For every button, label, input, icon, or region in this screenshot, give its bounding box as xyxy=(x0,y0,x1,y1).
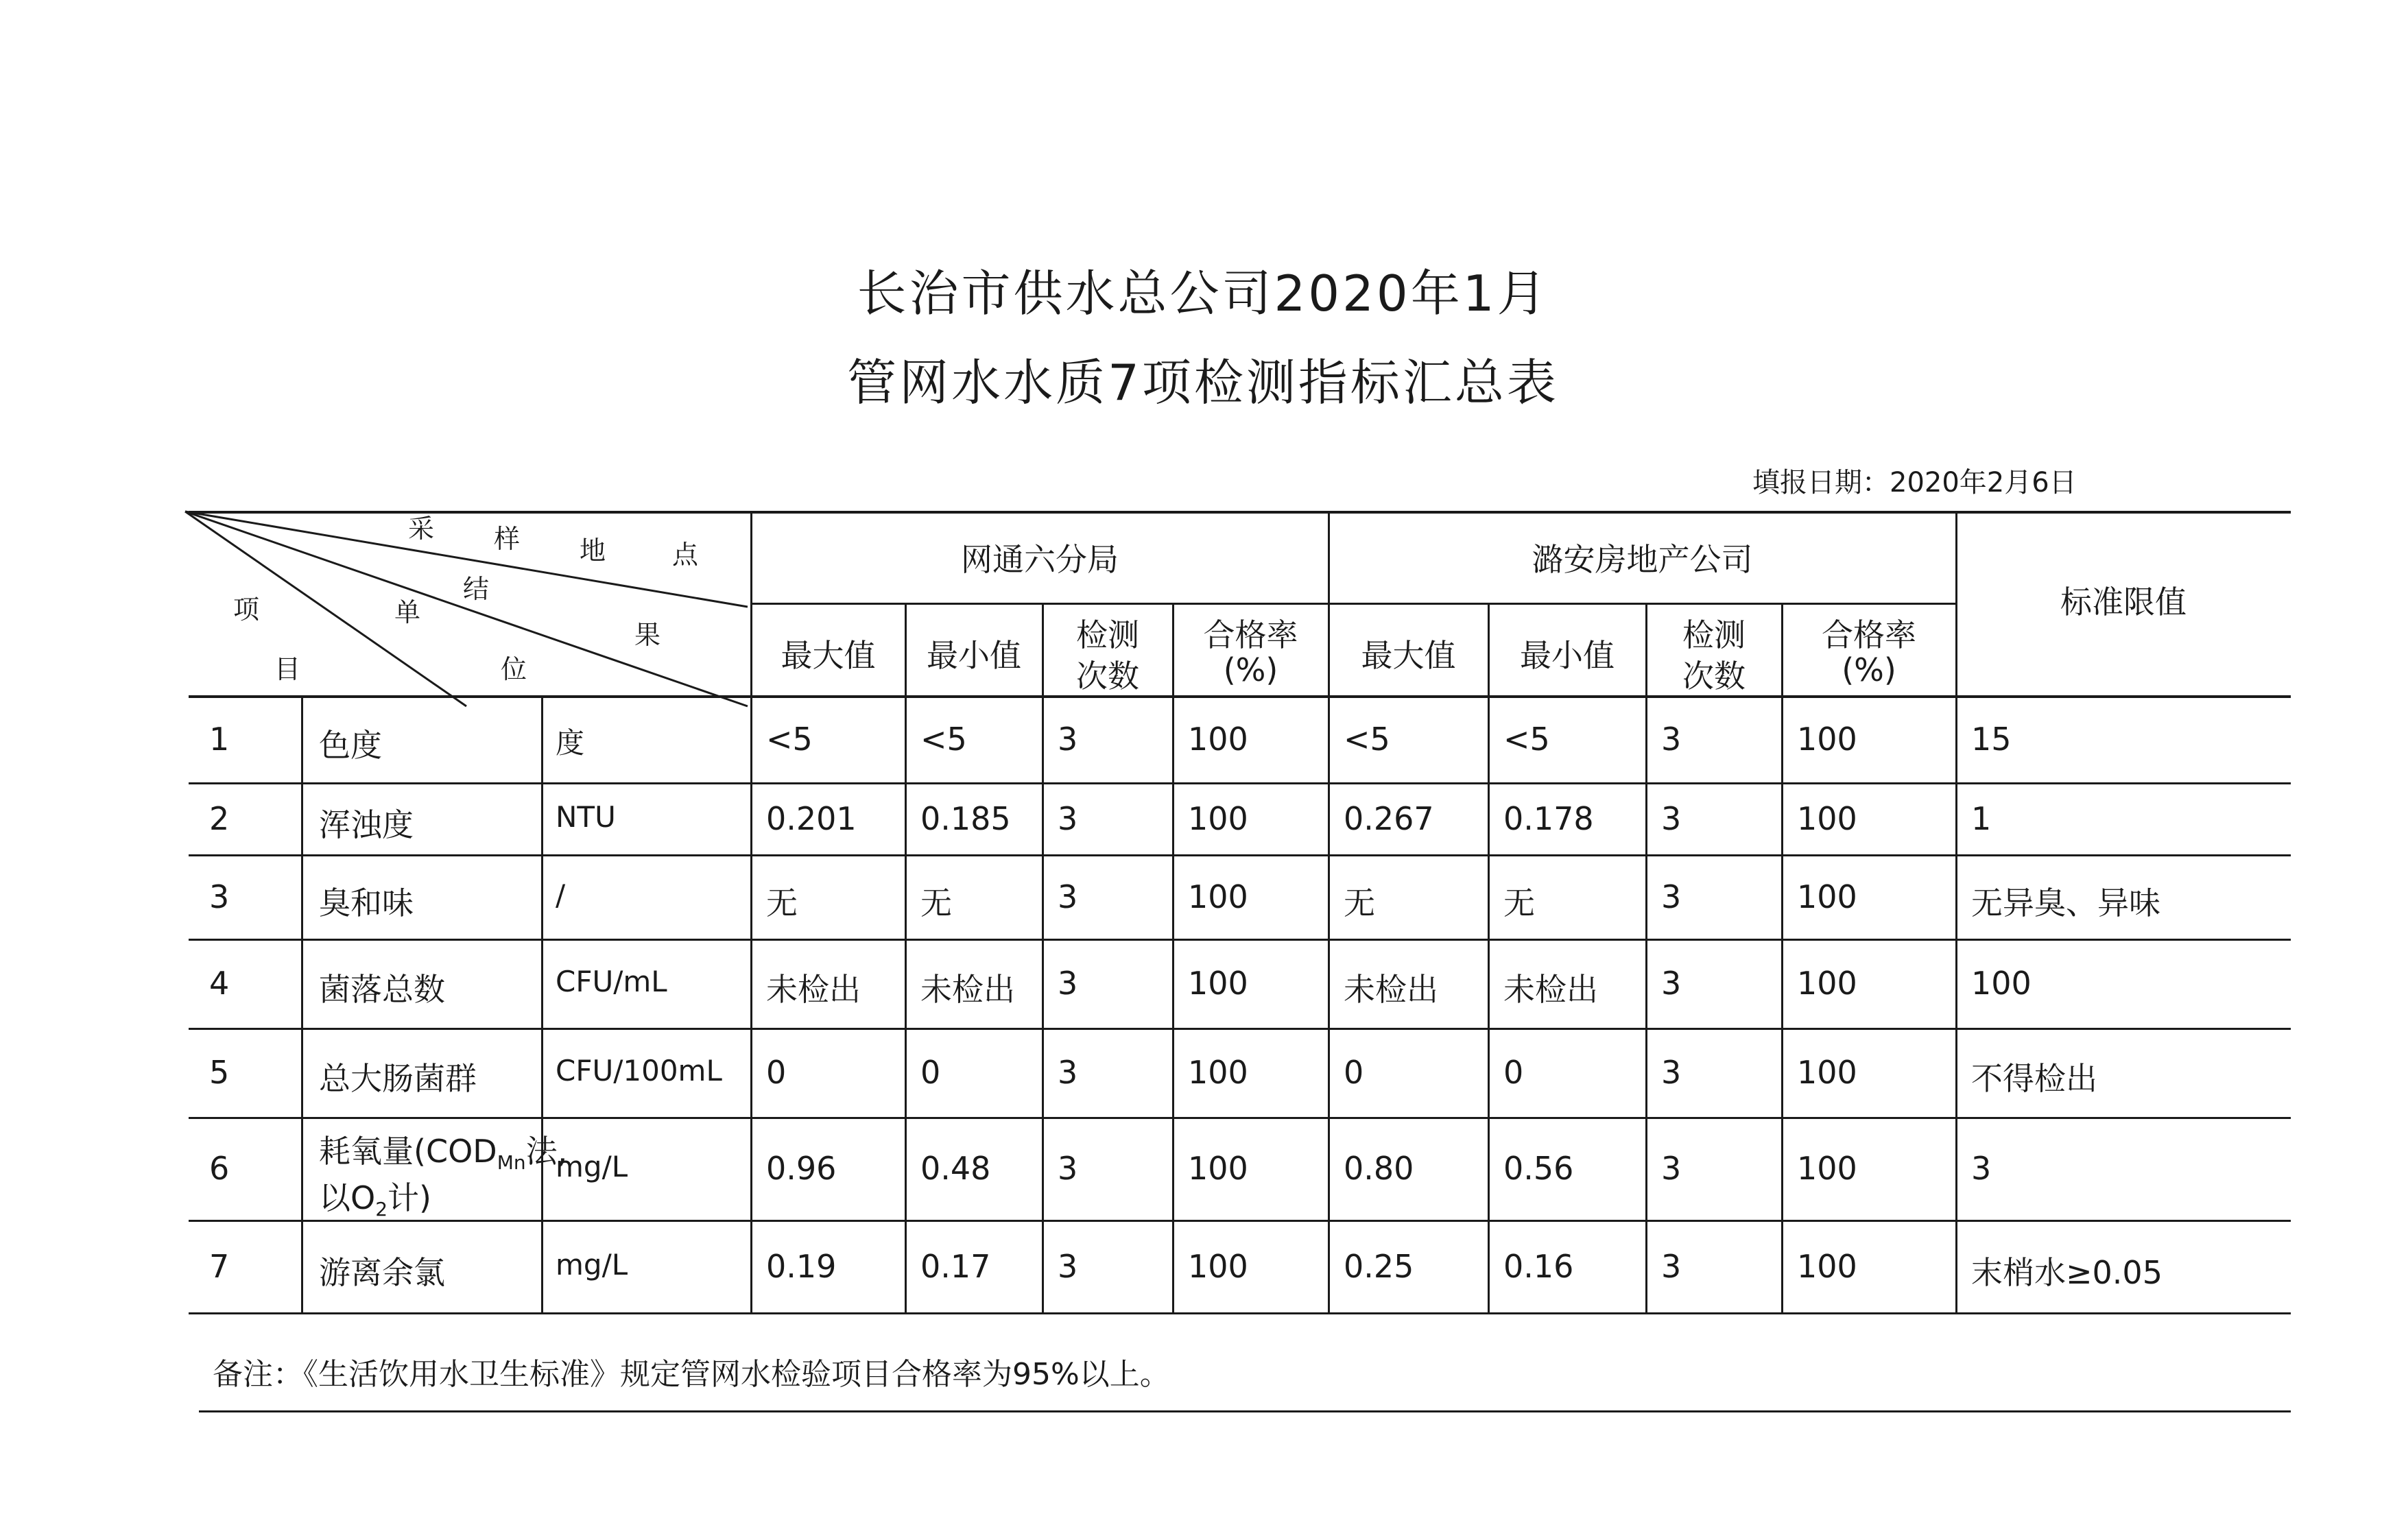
row-unit: 度 xyxy=(556,726,585,760)
site2-value: 未检出 xyxy=(1344,971,1438,1008)
row-number: 2 xyxy=(209,800,230,837)
corner-label-unit: 位 xyxy=(501,654,527,684)
site1-value: 0 xyxy=(920,1054,941,1091)
col-header-pass-rate: 合格率 xyxy=(1203,616,1298,653)
row-unit: / xyxy=(556,878,566,912)
row-item: 游离余氯 xyxy=(319,1254,445,1291)
row-number: 4 xyxy=(209,965,230,1002)
row-unit: NTU xyxy=(556,800,616,834)
col-header-count: 次数 xyxy=(1682,658,1746,695)
site1-value: 未检出 xyxy=(766,971,861,1008)
row-number: 1 xyxy=(209,721,230,758)
row-item: 浑浊度 xyxy=(319,806,414,843)
site1-value: 0 xyxy=(766,1054,787,1091)
row-item: 菌落总数 xyxy=(319,971,445,1008)
site1-value: 3 xyxy=(1058,1248,1078,1285)
site2-value: 未检出 xyxy=(1503,971,1598,1008)
site1-value: 0.96 xyxy=(766,1150,837,1187)
site2-value: 100 xyxy=(1797,800,1857,837)
row-item-text: 计) xyxy=(388,1179,431,1216)
col-header-pass-rate: (%) xyxy=(1842,651,1896,688)
corner-label-item: 项 xyxy=(233,594,260,625)
site2-value: <5 xyxy=(1503,721,1550,758)
site1-value: 100 xyxy=(1188,800,1248,837)
standard-limit: 100 xyxy=(1971,965,2032,1002)
site1-value: 无 xyxy=(766,885,798,922)
standard-limit: 15 xyxy=(1971,721,2012,758)
site2-value: 100 xyxy=(1797,1248,1857,1285)
col-header-min: 最小值 xyxy=(1520,637,1615,674)
corner-label-unit: 单 xyxy=(394,597,421,627)
site1-value: 无 xyxy=(920,885,952,922)
row-number: 3 xyxy=(209,878,230,915)
row-unit: CFU/100mL xyxy=(556,1054,722,1087)
site1-value: 3 xyxy=(1058,721,1078,758)
standard-limit: 不得检出 xyxy=(1971,1060,2097,1097)
site2-value: 0 xyxy=(1344,1054,1364,1091)
standard-limit: 无异臭、异味 xyxy=(1971,885,2160,922)
site2-value: 无 xyxy=(1503,885,1535,922)
row-item-subscript: 2 xyxy=(375,1198,388,1221)
site1-value: 3 xyxy=(1058,878,1078,915)
site2-value: 100 xyxy=(1797,1054,1857,1091)
site2-value: 100 xyxy=(1797,878,1857,915)
row-item xyxy=(319,1173,431,1220)
row-unit: mg/L xyxy=(556,1150,628,1183)
site1-value: 未检出 xyxy=(920,971,1015,1008)
site1-value: 0.19 xyxy=(766,1248,837,1285)
corner-label-result: 结 xyxy=(463,574,490,604)
col-header-min: 最小值 xyxy=(927,637,1021,674)
site1-value: 100 xyxy=(1188,1054,1248,1091)
site2-value: 100 xyxy=(1797,965,1857,1002)
site2-value: 0.267 xyxy=(1344,800,1434,837)
corner-label-item: 目 xyxy=(274,654,301,684)
col-header-count: 检测 xyxy=(1076,616,1139,653)
site2-value: <5 xyxy=(1344,721,1390,758)
col-header-count: 检测 xyxy=(1682,616,1746,653)
site1-value: 0.48 xyxy=(920,1150,991,1187)
site2-value: 3 xyxy=(1661,800,1682,837)
site2-value: 0.80 xyxy=(1344,1150,1414,1187)
row-number: 5 xyxy=(209,1054,230,1091)
site1-value: 0.17 xyxy=(920,1248,991,1285)
row-unit: CFU/mL xyxy=(556,965,667,998)
row-number: 6 xyxy=(209,1150,230,1187)
standard-limit: 1 xyxy=(1971,800,1992,837)
row-item: 色度 xyxy=(319,727,382,764)
site1-value: 3 xyxy=(1058,965,1078,1002)
corner-label-result: 果 xyxy=(634,620,661,650)
corner-label-sampling-point: 地 xyxy=(580,536,606,566)
site-header-2: 潞安房地产公司 xyxy=(1532,541,1753,578)
site1-value: 0.185 xyxy=(920,800,1011,837)
standard-limit: 末梢水≥0.05 xyxy=(1971,1254,2163,1291)
site1-value: <5 xyxy=(766,721,813,758)
site2-value: 3 xyxy=(1661,965,1682,1002)
site2-value: 3 xyxy=(1661,1248,1682,1285)
corner-label-sampling-point: 样 xyxy=(494,524,521,554)
site1-value: 100 xyxy=(1188,965,1248,1002)
site2-value: 0.178 xyxy=(1503,800,1594,837)
row-unit: mg/L xyxy=(556,1248,628,1282)
site2-value: 3 xyxy=(1661,1054,1682,1091)
row-item-text: 法, xyxy=(525,1133,568,1170)
site2-value: 3 xyxy=(1661,1150,1682,1187)
site1-value: 3 xyxy=(1058,800,1078,837)
row-number: 7 xyxy=(209,1248,230,1285)
site-header-1: 网通六分局 xyxy=(961,541,1119,578)
standard-limit: 3 xyxy=(1971,1150,1992,1187)
report-title-line2: 管网水水质7项检测指标汇总表 xyxy=(847,354,1559,411)
corner-label-sampling-point: 采 xyxy=(408,514,435,544)
col-header-pass-rate: (%) xyxy=(1223,651,1278,688)
site1-value: <5 xyxy=(920,721,967,758)
site1-value: 100 xyxy=(1188,1248,1248,1285)
col-header-max: 最大值 xyxy=(781,637,876,674)
row-item: 臭和味 xyxy=(319,885,414,922)
col-header-count: 次数 xyxy=(1076,658,1139,695)
corner-label-sampling-point: 点 xyxy=(672,540,699,570)
col-header-max: 最大值 xyxy=(1361,637,1456,674)
site2-value: 100 xyxy=(1797,1150,1857,1187)
site2-value: 0 xyxy=(1503,1054,1524,1091)
row-item-text: 以O xyxy=(319,1179,376,1216)
row-item-text: 耗氧量(COD xyxy=(319,1133,497,1170)
site2-value: 0.56 xyxy=(1503,1150,1574,1187)
row-item xyxy=(319,1127,567,1174)
site1-value: 3 xyxy=(1058,1054,1078,1091)
col-header-pass-rate: 合格率 xyxy=(1822,616,1916,653)
site2-value: 3 xyxy=(1661,721,1682,758)
site2-value: 无 xyxy=(1344,885,1375,922)
site2-value: 100 xyxy=(1797,721,1857,758)
site2-value: 3 xyxy=(1661,878,1682,915)
site1-value: 100 xyxy=(1188,721,1248,758)
row-item: 总大肠菌群 xyxy=(319,1060,477,1097)
fill-date: 填报日期：2020年2月6日 xyxy=(1752,467,2077,498)
row-item-subscript: Mn xyxy=(497,1151,526,1175)
footnote: 备注：《生活饮用水卫生标准》规定管网水检验项目合格率为95%以上。 xyxy=(213,1357,1170,1392)
site1-value: 100 xyxy=(1188,1150,1248,1187)
site2-value: 0.16 xyxy=(1503,1248,1574,1285)
site1-value: 100 xyxy=(1188,878,1248,915)
standard-header: 标准限值 xyxy=(2060,583,2187,621)
site1-value: 0.201 xyxy=(766,800,857,837)
report-title-line1: 长治市供水总公司2020年1月 xyxy=(857,265,1549,322)
site1-value: 3 xyxy=(1058,1150,1078,1187)
site2-value: 0.25 xyxy=(1344,1248,1414,1285)
